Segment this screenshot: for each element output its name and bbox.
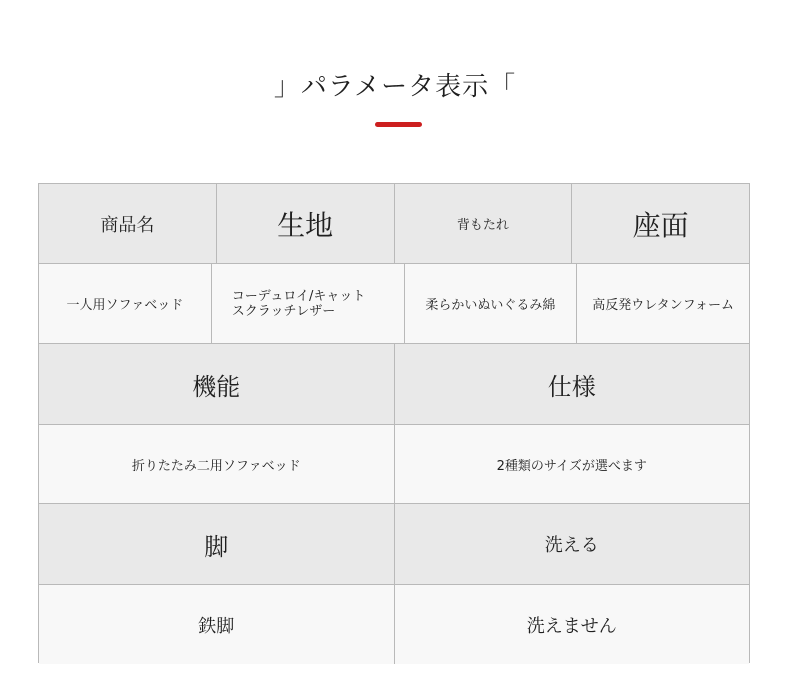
label-product-name: 商品名 [39,184,217,264]
label-spec: 仕様 [395,344,750,425]
table-row [39,425,749,504]
label-backrest: 背もたれ [395,184,573,264]
table-row [39,184,749,264]
table-row [39,344,749,425]
label-washable: 洗える [395,504,750,585]
table-row [39,585,749,664]
label-fabric: 生地 [217,184,395,264]
label-function: 機能 [39,344,395,425]
label-seat: 座面 [572,184,749,264]
value-function: 折りたたみ二用ソファベッド [39,425,395,504]
label-legs: 脚 [39,504,395,585]
title-underline [375,122,422,127]
value-fabric: コーデュロイ/キャット スクラッチレザー [212,264,405,344]
value-washable: 洗えません [395,585,750,664]
value-product-name: 一人用ソファベッド [39,264,212,344]
table-row [39,264,749,344]
parameter-table [38,183,750,663]
value-spec: 2種類のサイズが選べます [395,425,750,504]
value-legs: 鉄脚 [39,585,395,664]
table-row [39,504,749,585]
page-title: 」パラメータ表示「 [273,72,517,102]
value-seat: 高反発ウレタンフォーム [577,264,749,344]
value-backrest: 柔らかいぬいぐるみ綿 [405,264,578,344]
